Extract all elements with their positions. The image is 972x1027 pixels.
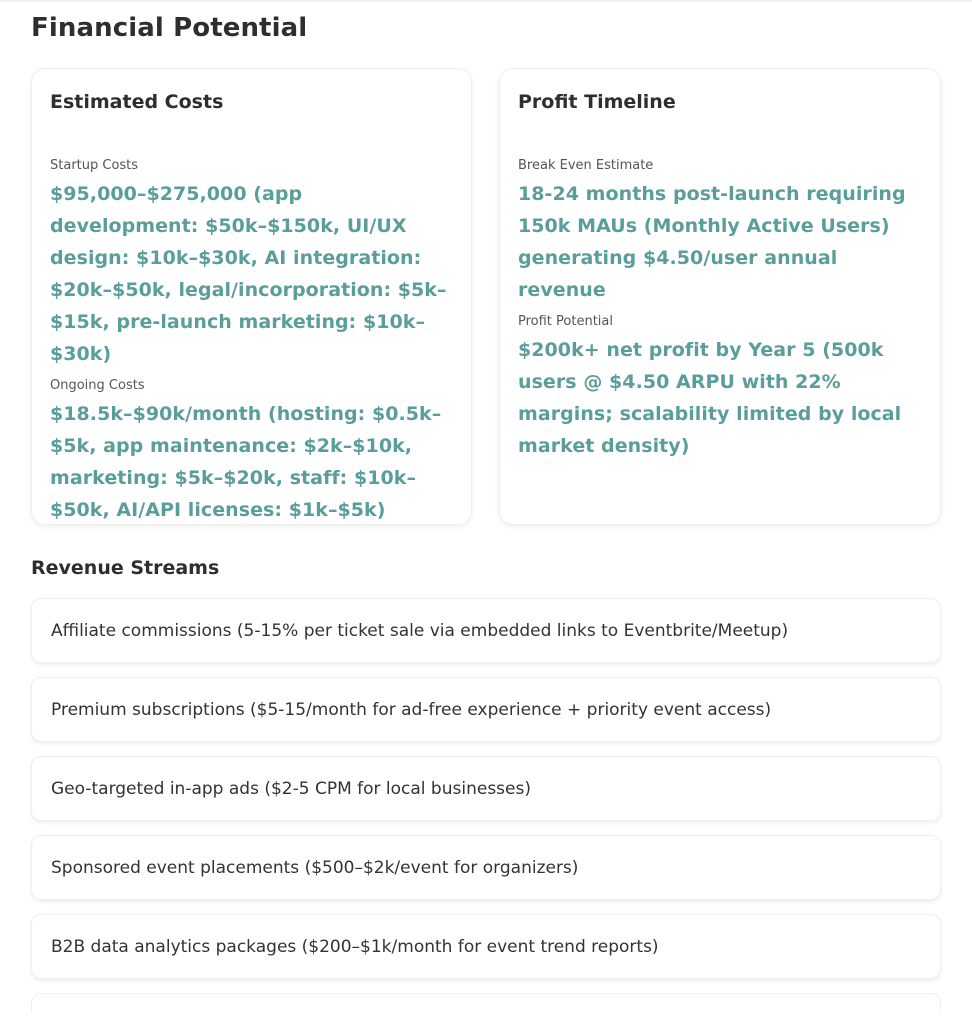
revenue-stream-item: B2B data analytics packages ($200–$1k/month for event trend reports) [31, 914, 941, 979]
profit-timeline-card [499, 68, 941, 525]
revenue-streams-list [31, 598, 941, 1027]
estimated-costs-card [31, 68, 472, 525]
revenue-stream-item: Geo-targeted in-app ads ($2-5 CPM for local businesses) [31, 756, 941, 821]
startup-costs-value: $95,000–$275,000 (app development: $50k–$150k, UI/UX design: $10k–$30k, AI integration: $20k–$50k, legal/incorporation: $5k–$15k, pre-launch marketing: $10k–$30k) [50, 183, 447, 365]
revenue-stream-item: Affiliate commissions (5-15% per ticket sale via embedded links to Eventbrite/Meetup) [31, 598, 941, 663]
break-even-value: 18-24 months post-launch requiring 150k MAUs (Monthly Active Users) generating $4.50/user annual revenue [518, 183, 906, 301]
revenue-stream-item: Premium subscriptions ($5-15/month for ad-free experience + priority event access) [31, 677, 941, 742]
card-title: Estimated Costs [50, 91, 224, 113]
top-divider [0, 0, 972, 2]
profit-potential-value: $200k+ net profit by Year 5 (500k users @ $4.50 ARPU with 22% margins; scalability limited by local market density) [518, 339, 902, 457]
card-title: Profit Timeline [518, 91, 676, 113]
startup-costs-label: Startup Costs [50, 158, 139, 173]
next-section-card-edge [31, 993, 941, 1013]
break-even-label: Break Even Estimate [518, 158, 654, 173]
ongoing-costs-value: $18.5k–$90k/month (hosting: $0.5k–$5k, app maintenance: $2k–$10k, marketing: $5k–$20k, staff: $10k–$50k, AI/API licenses: $1k–$5k) [50, 403, 442, 521]
revenue-streams-title: Revenue Streams [31, 557, 220, 579]
page-title: Financial Potential [31, 13, 308, 43]
revenue-stream-item: Sponsored event placements ($500–$2k/event for organizers) [31, 835, 941, 900]
profit-potential-label: Profit Potential [518, 314, 613, 329]
ongoing-costs-label: Ongoing Costs [50, 378, 145, 393]
